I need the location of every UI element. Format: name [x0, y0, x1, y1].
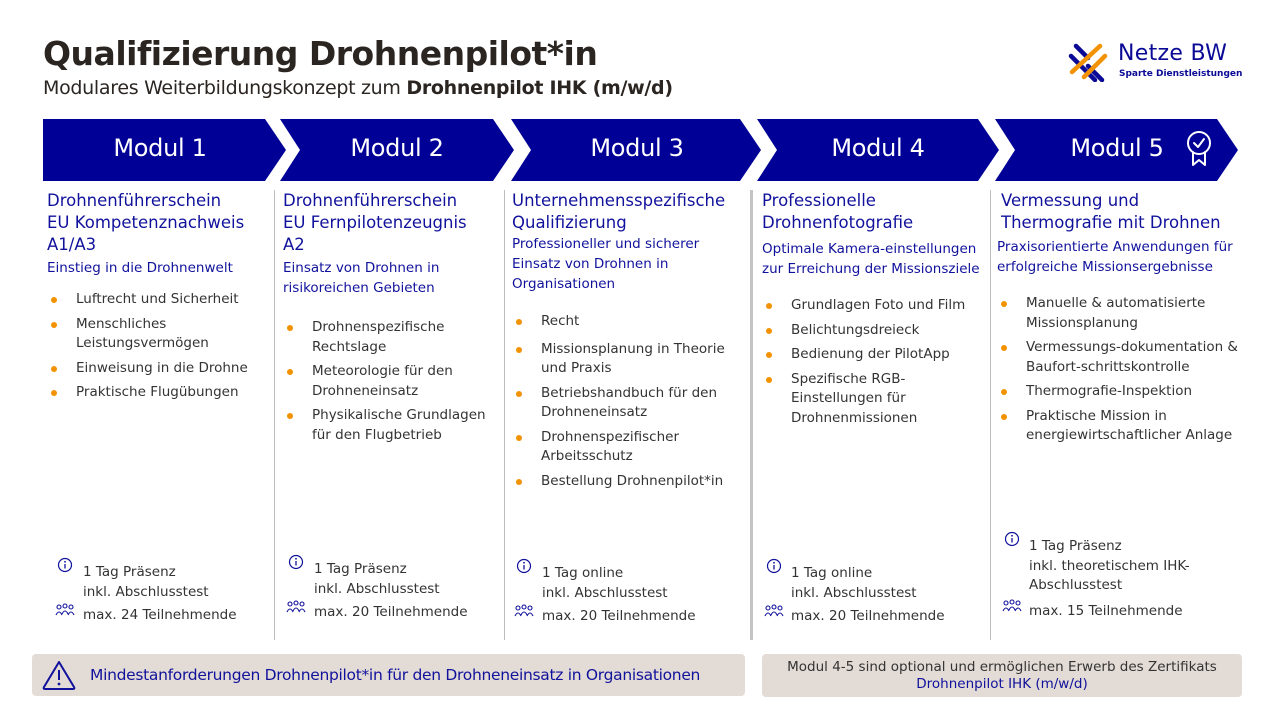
exam-text: inkl. Abschlusstest [542, 584, 668, 601]
exam-text: inkl. Abschlusstest [83, 583, 209, 600]
module-2-label: Modul 2 [350, 134, 444, 162]
title-line: Drohnenführerschein [47, 191, 222, 210]
list-item: Menschliches Leistungsvermögen [47, 315, 269, 354]
warning-triangle-icon [41, 659, 77, 691]
minimum-requirements-banner [32, 654, 745, 696]
participants-text: max. 15 Teilnehmende [1029, 602, 1183, 619]
logo-tagline: Sparte Dienstleistungen [1119, 69, 1243, 79]
list-item: Praktische Mission in energiewirtschaftlicher Anlage [997, 407, 1242, 446]
module-1-title [47, 190, 269, 256]
duration-info [47, 563, 267, 602]
column-divider [504, 190, 505, 640]
certificate-name: Drohnenpilot IHK (m/w/d) [916, 676, 1088, 692]
module-5-topics [997, 294, 1242, 446]
list-item: Luftrecht und Sicherheit [47, 290, 269, 310]
duration-text: 1 Tag online [542, 565, 624, 581]
participants-info [283, 603, 498, 623]
participants-text: max. 20 Teilnehmende [542, 608, 696, 624]
title-line: A2 [283, 235, 305, 254]
participants-text: max. 24 Teilnehmende [83, 607, 237, 623]
list-item: Einweisung in die Drohne [47, 359, 269, 379]
title-line: Professionelle [762, 191, 876, 210]
module-5-title [997, 190, 1242, 234]
info-icon [516, 558, 532, 574]
title-line: Unternehmensspezifische [512, 191, 726, 210]
module-4-info [762, 564, 984, 627]
participants-text: max. 20 Teilnehmende [791, 608, 945, 624]
people-group-icon [764, 604, 784, 618]
column-divider [990, 190, 991, 640]
module-3-label: Modul 3 [590, 134, 684, 162]
column-divider [274, 190, 275, 640]
minimum-requirements-text: Mindestanforderungen Drohnenpilot*in für den Drohneneinsatz in Organisationen [90, 666, 701, 684]
participants-info [512, 607, 742, 627]
list-item: Spezifische RGB-Einstellungen für Drohnenmissionen [762, 370, 988, 429]
list-item: Drohnenspezifischer Arbeitsschutz [512, 428, 748, 467]
participants-info [997, 602, 1207, 622]
list-item: Physikalische Grundlagen für den Flugbetrieb [283, 406, 501, 445]
module-2-subtitle: Einsatz von Drohnen in risikoreichen Gebieten [283, 260, 440, 296]
module-4-subtitle: Optimale Kamera-einstellungen zur Erreichung der Missionsziele [762, 241, 980, 277]
list-item: Praktische Flugübungen [47, 383, 269, 403]
participants-text: max. 20 Teilnehmende [314, 604, 468, 620]
duration-text: 1 Tag online [791, 565, 873, 581]
duration-text: 1 Tag Präsenz [314, 561, 407, 577]
module-3-title [512, 190, 748, 234]
subtitle-prefix: Modulares Weiterbildungskonzept zum [43, 77, 407, 99]
people-group-icon [55, 603, 75, 617]
module-4-topics [762, 296, 988, 428]
module-5-subtitle: Praxisorientierte Anwendungen für erfolgreiche Missionsergebnisse [997, 239, 1233, 275]
exam-text: inkl. Abschlusstest [791, 584, 917, 601]
module-4-column [762, 190, 988, 640]
people-group-icon [286, 600, 306, 614]
subtitle-bold: Drohnenpilot IHK (m/w/d) [406, 77, 673, 99]
duration-info [512, 564, 742, 603]
optional-modules-text: Modul 4-5 sind optional und ermöglichen Erwerb des Zertifikats [787, 659, 1217, 675]
page-title: Qualifizierung Drohnenpilot*in [43, 34, 598, 73]
module-4-label: Modul 4 [831, 134, 925, 162]
list-item: Drohnenspezifische Rechtslage [283, 318, 501, 357]
list-item: Meteorologie für den Drohneneinsatz [283, 362, 501, 401]
logo-name: Netze BW [1118, 41, 1228, 66]
info-icon [288, 554, 304, 570]
people-group-icon [1002, 599, 1022, 613]
duration-text: 1 Tag Präsenz [83, 564, 176, 580]
participants-info [762, 607, 984, 627]
exam-text: inkl. theoretischem IHK-Abschlusstest [1029, 557, 1190, 593]
module-3-column [512, 190, 748, 640]
duration-info [283, 560, 498, 599]
module-3-topics [512, 312, 748, 491]
participants-info [47, 606, 267, 626]
list-item: Recht [512, 312, 748, 332]
module-5-info [997, 537, 1207, 621]
module-2-title [283, 190, 501, 256]
list-item: Thermografie-Inspektion [997, 382, 1242, 402]
info-icon [766, 558, 782, 574]
module-3-subtitle: Professioneller und sicherer Einsatz von Drohnen in Organisationen [512, 236, 700, 292]
info-icon [57, 557, 73, 573]
list-item: Bestellung Drohnenpilot*in [512, 472, 748, 492]
title-line: Vermessung und [1001, 191, 1140, 210]
module-4-title [762, 190, 988, 234]
module-2-column [283, 190, 501, 640]
column-divider [750, 190, 753, 640]
list-item: Grundlagen Foto und Film [762, 296, 988, 316]
module-1-label: Modul 1 [113, 134, 207, 162]
title-line: Qualifizierung [512, 213, 627, 232]
module-5-column [997, 190, 1242, 640]
list-item: Vermessungs-dokumentation & Baufort-schrittskontrolle [997, 338, 1242, 377]
module-1-topics [47, 290, 269, 403]
title-line: A1/A3 [47, 235, 97, 254]
duration-text: 1 Tag Präsenz [1029, 538, 1122, 554]
module-1-subtitle: Einstieg in die Drohnenwelt [47, 260, 233, 276]
title-line: Drohnenfotografie [762, 213, 914, 232]
module-arrow-bar [0, 0, 1280, 200]
module-1-info [47, 563, 267, 626]
list-item: Missionsplanung in Theorie und Praxis [512, 340, 748, 379]
module-2-topics [283, 318, 501, 445]
exam-text: inkl. Abschlusstest [314, 580, 440, 597]
duration-info [762, 564, 984, 603]
duration-info [997, 537, 1207, 596]
title-line: EU Kompetenznachweis [47, 213, 245, 232]
module-2-info [283, 560, 498, 623]
title-line: Thermografie mit Drohnen [1001, 213, 1221, 232]
list-item: Belichtungsdreieck [762, 321, 988, 341]
list-item: Betriebshandbuch für den Drohneneinsatz [512, 384, 748, 423]
title-line: Drohnenführerschein [283, 191, 458, 210]
people-group-icon [514, 604, 534, 618]
list-item: Manuelle & automatisierte Missionsplanung [997, 294, 1242, 333]
module-5-label: Modul 5 [1070, 134, 1164, 162]
list-item: Bedienung der PilotApp [762, 345, 988, 365]
module-3-info [512, 564, 742, 627]
info-icon [1004, 531, 1020, 547]
module-1-column [47, 190, 269, 640]
optional-modules-banner [762, 654, 1242, 697]
title-line: EU Fernpilotenzeugnis [283, 213, 467, 232]
